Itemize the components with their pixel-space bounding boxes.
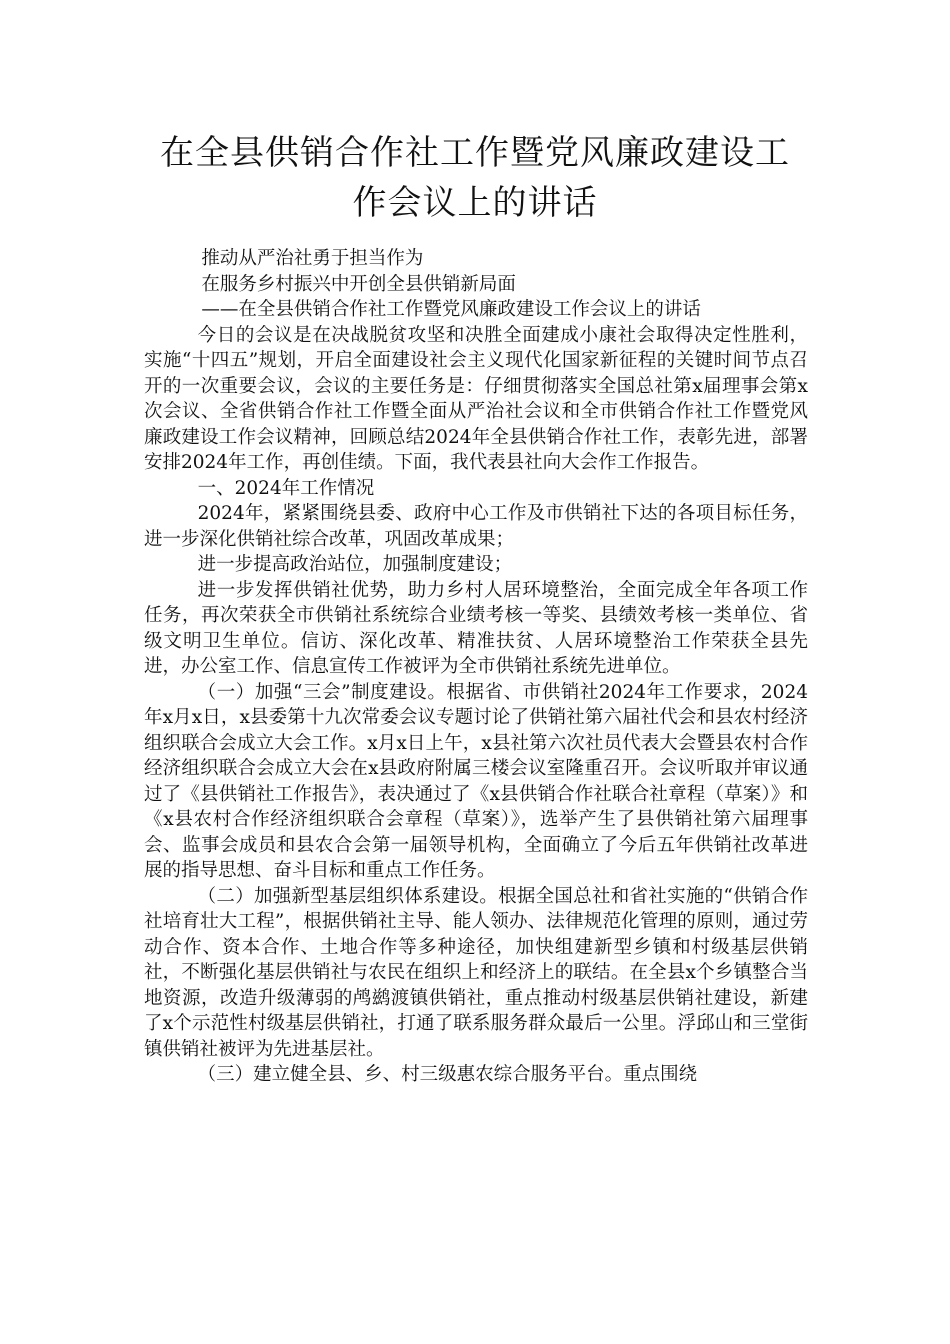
paragraph: 进一步发挥供销社优势，助力乡村人居环境整治，全面完成全年各项工作任务，再次荣获全市供销社系统综合业绩考核一等奖、县绩效考核一类单位、省级文明卫生单位。信访、深化改革、精准扶贫、人居环境整治工作荣获全县先进，办公室工作、信息宣传工作被评为全市供销社系统先进单位。 xyxy=(144,579,808,677)
paragraph: （一）加强“三会”制度建设。根据省、市供销社2024年工作要求，2024年x月x日，x县委第十九次常委会议专题讨论了供销社第六届社代会和县农村经济组织联合会成立大会工作。x月x日上午，x县社第六次社员代表大会暨县农村合作经济组织联合会成立大会在x县政府附属三楼会议室隆重召开。会议听取并审议通过了《县供销社工作报告》，表决通过了《x县供销合作社联合社章程（草案）》和《x县农村合作经济组织联合会章程（草案）》，选举产生了县供销社第六届理事会、监事会成员和县农合会第一届领导机构，全面确立了今后五年供销社改革进展的指导思想、奋斗目标和重点工作任务。 xyxy=(144,681,808,881)
subtitle-line-2: 在服务乡村振兴中开创全县供销新局面 xyxy=(201,273,516,295)
section-heading: 一、2024年工作情况 xyxy=(197,477,375,499)
document-body xyxy=(144,246,808,1088)
paragraph: 2024年，紧紧围绕县委、政府中心工作及市供销社下达的各项目标任务，进一步深化供销社综合改革，巩固改革成果； xyxy=(144,503,808,550)
subtitle-line-1: 推动从严治社勇于担当作为 xyxy=(201,248,424,269)
document-title xyxy=(140,128,810,228)
paragraph: （三）建立健全县、乡、村三级惠农综合服务平台。重点围绕 xyxy=(197,1064,698,1085)
title-line-2: 作会议上的讲话 xyxy=(352,183,598,223)
paragraph: （二）加强新型基层组织体系建设。根据全国总社和省社实施的“供销合作社培育壮大工程”，根据供销社主导、能人领办、法律规范化管理的原则，通过劳动合作、资本合作、土地合作等多种途径，加快组建新型乡镇和村级基层供销社，不断强化基层供销社与农民在组织上和经济上的联结。在全县x个乡镇整合当地资源，改造升级薄弱的鸬鹚渡镇供销社，重点推动村级基层供销社建设，新建了x个示范性村级基层供销社，打通了联系服务群众最后一公里。浮邱山和三堂街镇供销社被评为先进基层社。 xyxy=(144,885,808,1060)
title-line-1: 在全县供销合作社工作暨党风廉政建设工 xyxy=(160,133,790,173)
paragraph: 进一步提高政治站位，加强制度建设； xyxy=(197,554,513,575)
subtitle-line-3: ——在全县供销合作社工作暨党风廉政建设工作会议上的讲话 xyxy=(201,299,701,320)
paragraph-intro: 今日的会议是在决战脱贫攻坚和决胜全面建成小康社会取得决定性胜利，实施“十四五”规划，开启全面建设社会主义现代化国家新征程的关键时间节点召开的一次重要会议，会议的主要任务是：仔细贯彻落实全国总社第x届理事会第x次会议、全省供销合作社工作暨全面从严治社会议和全市供销合作社工作暨党风廉政建设工作会议精神，回顾总结2024年全县供销合作社工作，表彰先进，部署安排2024年工作，再创佳绩。下面，我代表县社向大会作工作报告。 xyxy=(144,324,808,473)
